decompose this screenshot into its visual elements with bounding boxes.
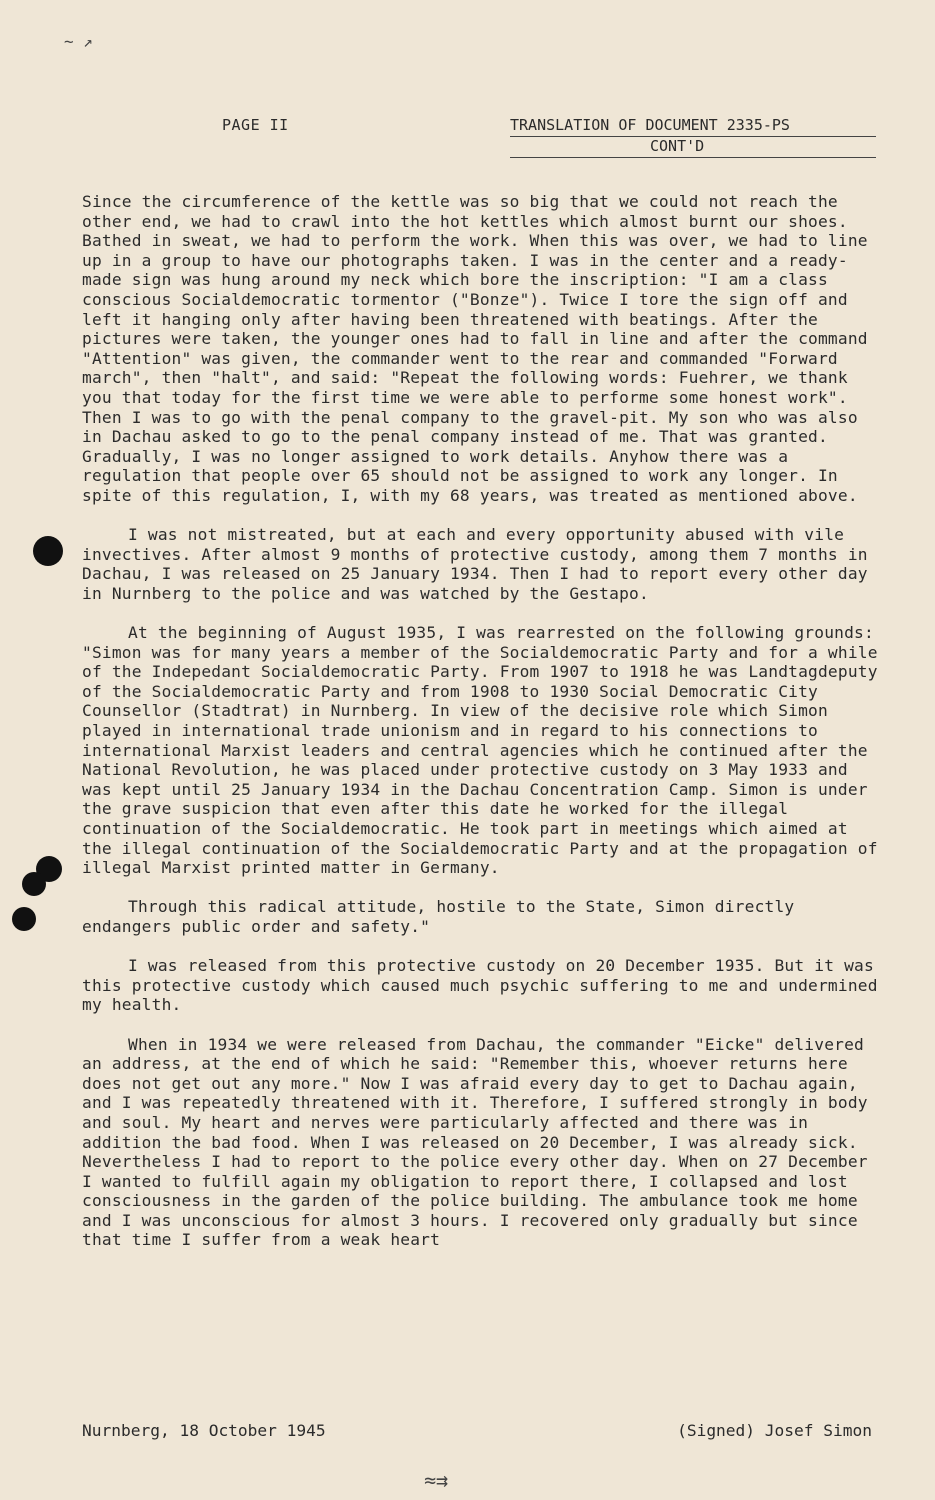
paragraph-6: When in 1934 we were released from Dachau, the commander "Eicke" delivered an address, at the end of which he said: "Remember this, whoever returns here does not get out any more." Now I was afraid every day to get to Dachau again, and I was repeatedly threatened with it. Therefore, I suffered strongly in body and soul. My heart and nerves were particularly affected and there was in addition the bad food. When I was released on 20 December, I was already sick. Nevertheless I had to report to the police every other day. When on 27 December I wanted to fulfill again my obligation to report there, I collapsed and lost consciousness in the garden of the police building. The ambulance took me home and I was unconscious for almost 3 hours. I recovered only gradually but since that time I suffer from a weak heart: [82, 1034, 868, 1250]
signature: (Signed) Josef Simon: [677, 1421, 872, 1440]
paragraph-3: At the beginning of August 1935, I was rearrested on the following grounds: "Simon was for many years a member of the Socialdemocratic Party and for a while of the Indepedant Socialdemocratic Party. From 1907 to 1918 he was Landtagdeputy of the Socialdemocratic Party and from 1908 to 1930 Social Democratic City Counsellor (Stadtrat) in Nurnberg. In view of the decisive role which Simon played in international trade unionism and in regard to his connections to international Marxist leaders and central agencies which he continued after the National Revolution, he was placed under protective custody on 3 May 1933 and was kept until 25 January 1934 in the Dachau Concentration Camp. Simon is under the grave suspicion that even after this date he worked for the illegal continuation of the Socialdemocratic. He took part in meetings which aimed at the illegal continuation of the Socialdemocratic Party and at the propagation of illegal Marxist printed matter in Germany.: [82, 623, 878, 878]
paragraph-1: Since the circumference of the kettle was so big that we could not reach the other end, we had to crawl into the hot kettles which almost burnt our shoes. Bathed in sweat, we had to perform the work. When this was over, we had to line up in a group to have our photographs taken. I was in the center and a ready-made sign was hung around my neck which bore the inscription: "I am a class conscious Socialdemocratic tormentor ("Bonze"). Twice I tore the sign off and left it hanging only after having been threatened with beatings. After the pictures were taken, the younger ones had to fall in line and after the command "Attention" was given, the commander went to the rear and commanded "Forward march", then "halt", and said: "Repeat the following words: Fuehrer, we thank you that today for the first time we were able to performe some honest work". Then I was to go with the penal company to the gravel-pit. My son who was also in Dachau asked to go to the penal company instead of me. That was granted. Gradually, I was no longer assigned to work details. Anyhow there was a regulation that people over 65 should not be assigned to work any longer. In spite of this regulation, I, with my 68 years, was treated as mentioned above.: [82, 192, 868, 505]
document-title: TRANSLATION OF DOCUMENT 2335-PS: [510, 116, 876, 137]
punch-hole-3: [22, 872, 46, 896]
paragraph-4: Through this radical attitude, hostile to the State, Simon directly endangers public order and safety.": [82, 897, 795, 936]
place-date: Nurnberg, 18 October 1945: [82, 1421, 326, 1440]
document-title-block: [510, 116, 876, 158]
page-label: PAGE II: [222, 116, 289, 134]
document-body: [82, 192, 882, 1270]
document-subtitle: CONT'D: [510, 137, 876, 158]
punch-hole-4: [12, 907, 36, 931]
paragraph-5: I was released from this protective custody on 20 December 1935. But it was this protective custody which caused much psychic suffering to me and undermined my health.: [82, 956, 878, 1015]
paragraph-2: I was not mistreated, but at each and every opportunity abused with vile invectives. After almost 9 months of protective custody, among them 7 months in Dachau, I was released on 25 January 1934. Then I had to report every other day in Nurnberg to the police and was watched by the Gestapo.: [82, 525, 868, 603]
punch-hole-1: [33, 536, 63, 566]
signature-line: [82, 1421, 872, 1440]
pencil-mark: ~ ↗: [64, 32, 93, 51]
stamp-mark: ≈⇉: [424, 1468, 449, 1492]
